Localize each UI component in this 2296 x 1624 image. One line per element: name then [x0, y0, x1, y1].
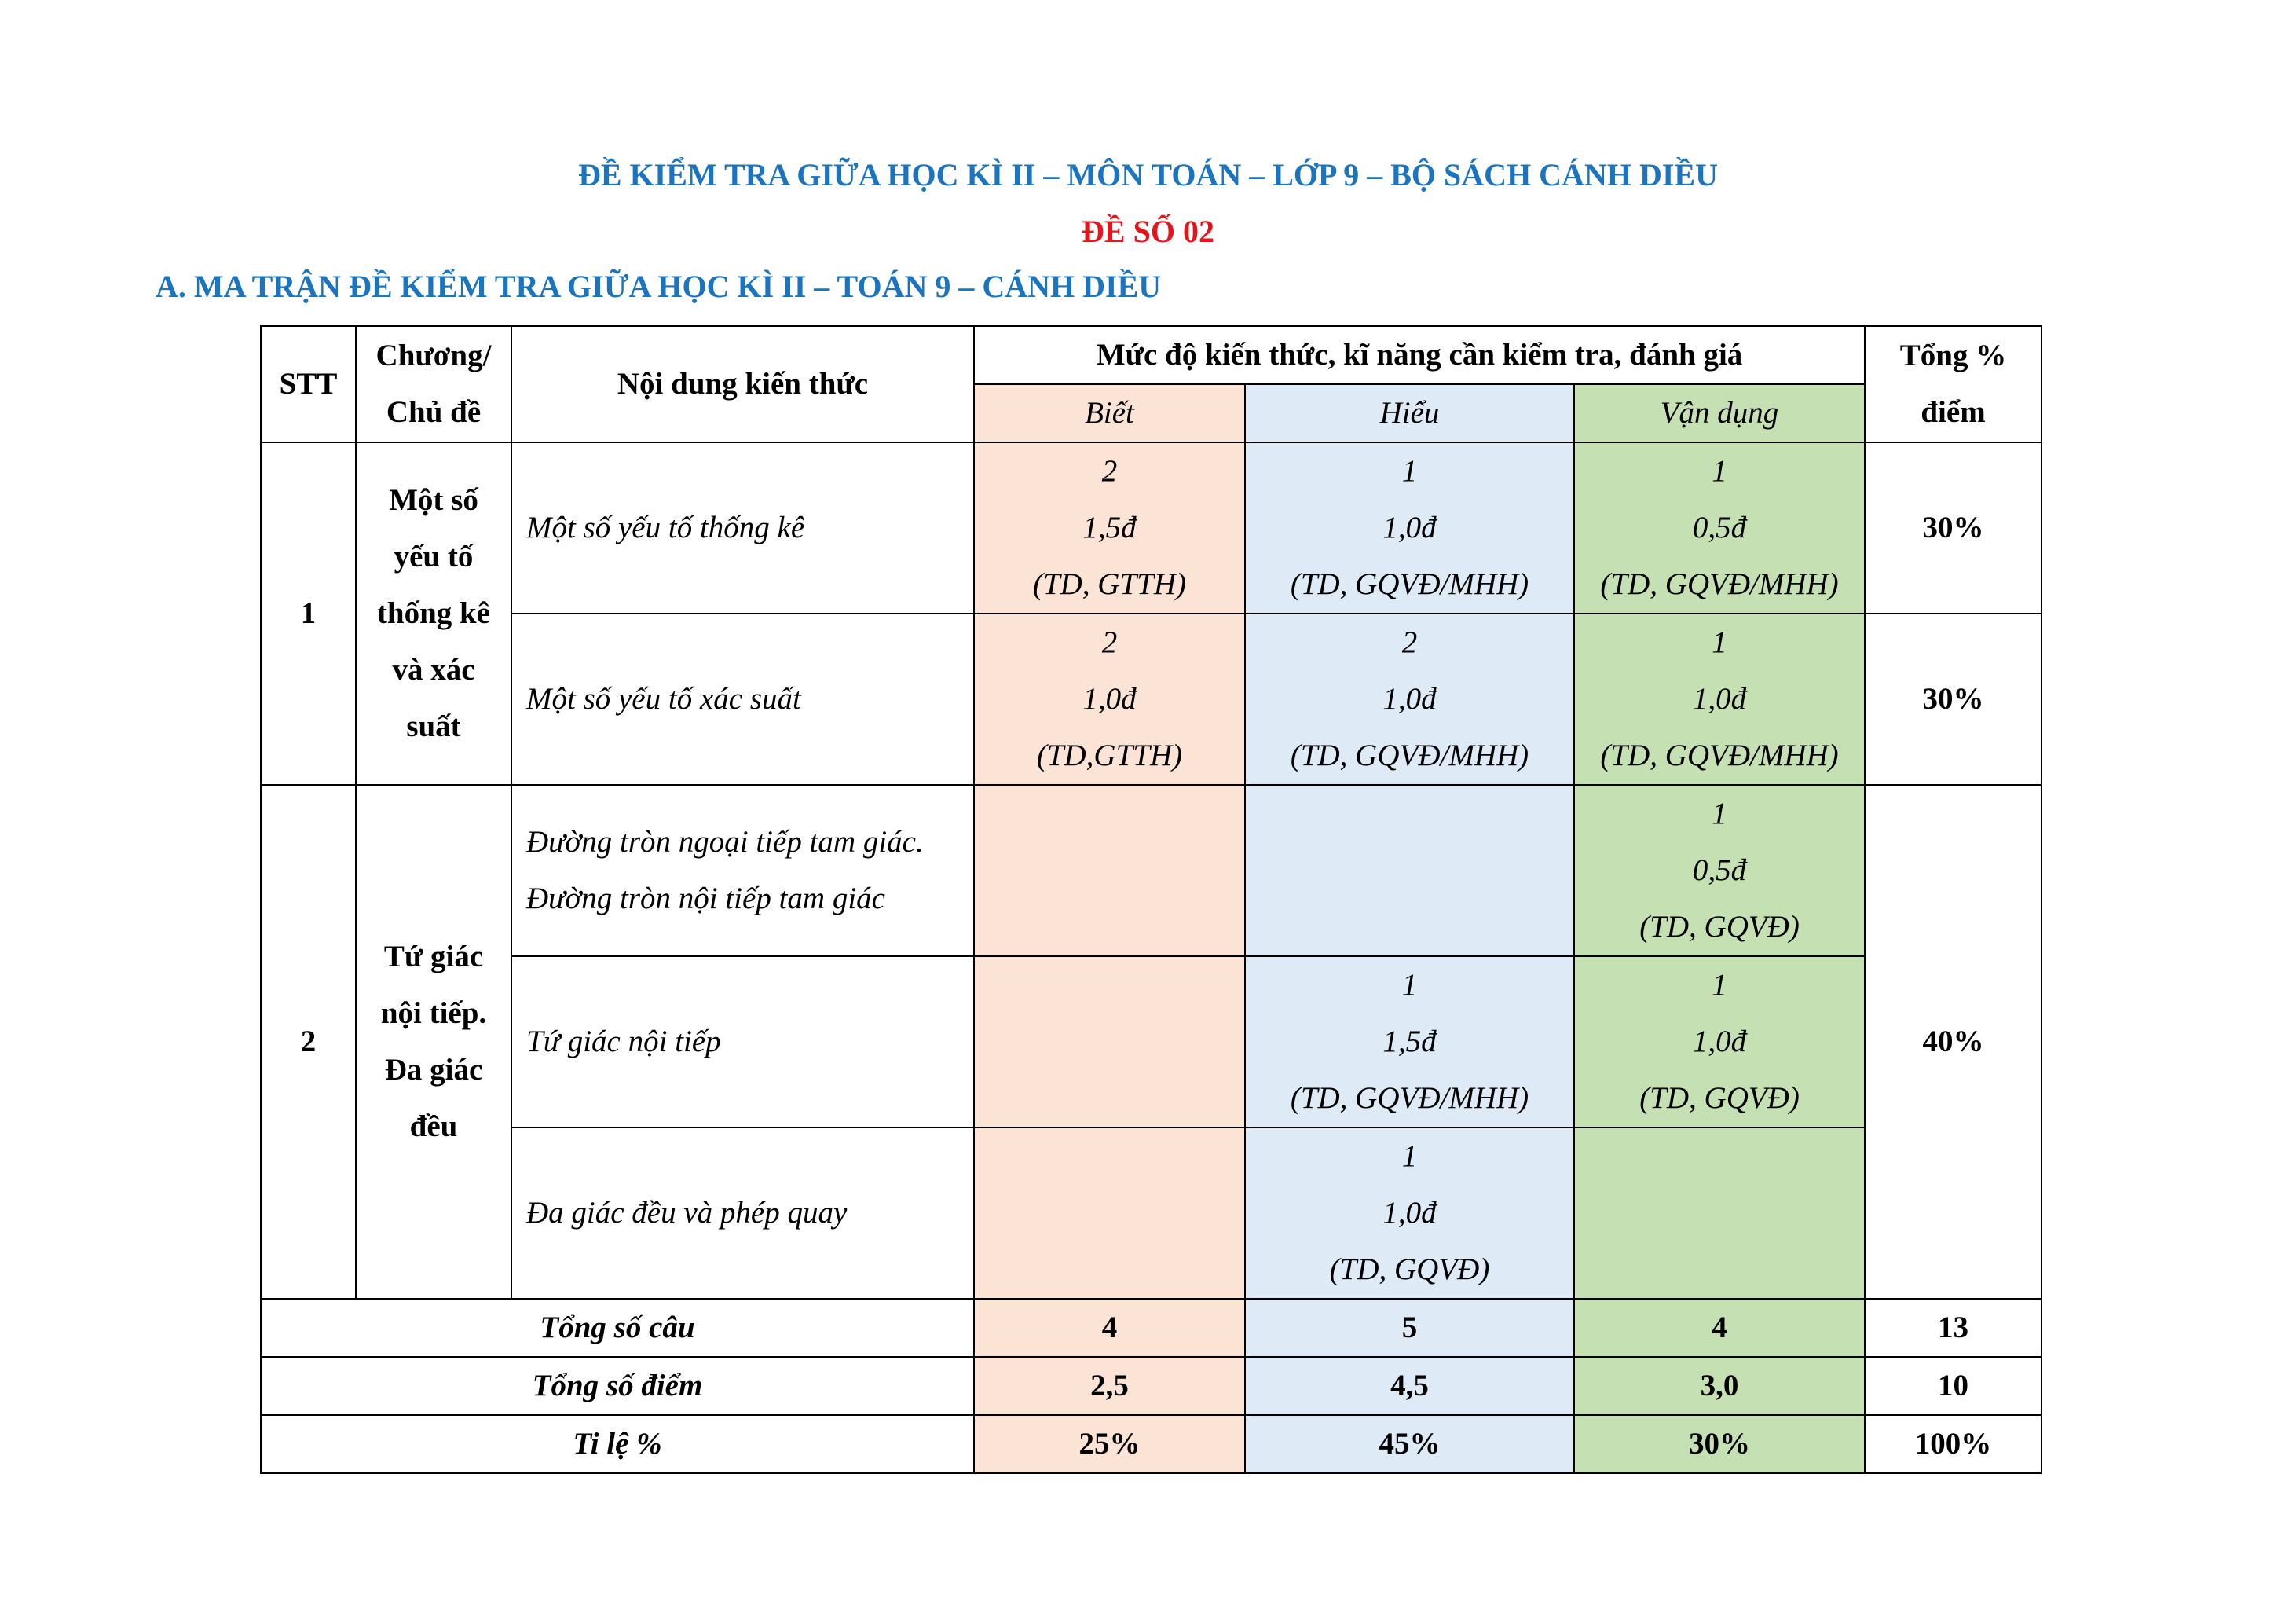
level-cell-van-dung: [1574, 956, 1865, 1127]
header-hieu: Hiểu: [1245, 384, 1574, 442]
level-hieu-line: 1: [1401, 454, 1418, 488]
level-biet-line: 1,0đ: [1082, 682, 1137, 716]
chapter-name-line: yếu tố: [394, 540, 474, 574]
level-hieu-line: 1: [1401, 968, 1418, 1002]
chapter-name-line: suất: [406, 709, 461, 743]
header-stt: STT: [261, 326, 356, 442]
chapter-name-line: và xác: [392, 653, 475, 687]
topic-content: [511, 956, 974, 1127]
level-biet-line: 1,5đ: [1082, 511, 1137, 544]
summary-label: Tổng số câu: [261, 1299, 974, 1357]
summary-row: [261, 1299, 2041, 1357]
level-van-dung-line: 0,5đ: [1692, 511, 1747, 544]
summary-biet: 25%: [974, 1415, 1245, 1473]
matrix-body: [261, 442, 2041, 1299]
exam-number: ĐỀ SỐ 02: [1082, 214, 1214, 249]
summary-hieu: 5: [1245, 1299, 1574, 1357]
assessment-matrix-table: [260, 325, 2042, 1474]
chapter-name-line: thống kê: [376, 596, 491, 630]
chapter-name-line: nội tiếp.: [380, 996, 487, 1030]
topic-row: [261, 785, 2041, 956]
header-total: [1865, 326, 2041, 442]
chapter-name: [356, 785, 511, 1299]
level-cell-van-dung: [1574, 785, 1865, 956]
level-van-dung-line: 1: [1712, 454, 1727, 488]
summary-label: Tổng số điểm: [261, 1357, 974, 1415]
summary-hieu: 4,5: [1245, 1357, 1574, 1415]
level-hieu-line: (TD, GQVĐ/MHH): [1290, 567, 1529, 601]
topic-percent: 30%: [1865, 442, 2041, 614]
level-van-dung-line: 1: [1712, 797, 1727, 830]
summary-van-dung: 3,0: [1574, 1357, 1865, 1415]
summary-total: 13: [1865, 1299, 2041, 1357]
level-van-dung-line: 0,5đ: [1692, 853, 1747, 887]
header-total-line2: điểm: [1921, 395, 1986, 429]
chapter-name-line: Một số: [389, 483, 478, 517]
topic-content-line: Đa giác đều và phép quay: [526, 1196, 848, 1230]
header-levels: Mức độ kiến thức, kĩ năng cần kiểm tra, đánh giá: [974, 326, 1865, 384]
chapter-name: [356, 442, 511, 785]
level-cell-biet: [974, 614, 1245, 785]
level-hieu-line: (TD, GQVĐ/MHH): [1290, 1081, 1529, 1115]
summary-van-dung: 30%: [1574, 1415, 1865, 1473]
topic-content-line: Tứ giác nội tiếp: [526, 1025, 721, 1058]
level-van-dung-line: 1,0đ: [1692, 682, 1747, 716]
level-biet-line: 2: [1101, 625, 1118, 659]
header-biet: Biết: [974, 384, 1245, 442]
level-van-dung-line: 1,0đ: [1692, 1025, 1747, 1058]
level-van-dung-line: (TD, GQVĐ): [1639, 910, 1800, 944]
summary-label: Ti lệ %: [261, 1415, 974, 1473]
level-hieu-line: (TD, GQVĐ): [1329, 1252, 1490, 1286]
level-van-dung-line: (TD, GQVĐ): [1639, 1081, 1800, 1115]
chapter-stt: 2: [261, 785, 356, 1299]
level-cell-hieu: [1245, 785, 1574, 956]
topic-content: [511, 614, 974, 785]
summary-row: [261, 1357, 2041, 1415]
topic-row: [261, 442, 2041, 614]
level-hieu-line: 1: [1401, 1139, 1418, 1173]
header-total-line1: Tổng %: [1899, 339, 2007, 372]
level-hieu-line: 2: [1401, 625, 1418, 659]
topic-content-line: Đường tròn ngoại tiếp tam giác.: [526, 825, 924, 859]
topic-content: [511, 442, 974, 614]
header-chapter: [356, 326, 511, 442]
level-hieu-line: 1,0đ: [1382, 511, 1437, 544]
level-cell-van-dung: [1574, 1127, 1865, 1299]
chapter-name-line: Đa giác: [384, 1053, 483, 1087]
chapter-name-line: Tứ giác: [383, 940, 484, 973]
level-hieu-line: 1,5đ: [1382, 1025, 1437, 1058]
summary-biet: 2,5: [974, 1357, 1245, 1415]
document-title: ĐỀ KIỂM TRA GIỮA HỌC KÌ II – MÔN TOÁN – LỚP 9 – BỘ SÁCH CÁNH DIỀU: [578, 157, 1718, 192]
header-chapter-line1: Chương/: [375, 339, 492, 372]
level-cell-hieu: [1245, 614, 1574, 785]
level-cell-van-dung: [1574, 614, 1865, 785]
level-cell-hieu: [1245, 1127, 1574, 1299]
level-cell-biet: [974, 1127, 1245, 1299]
header-van-dung: Vận dụng: [1574, 384, 1865, 442]
topic-content-line: Đường tròn nội tiếp tam giác: [526, 882, 885, 915]
level-cell-van-dung: [1574, 442, 1865, 614]
level-hieu-line: (TD, GQVĐ/MHH): [1290, 739, 1529, 772]
level-cell-biet: [974, 442, 1245, 614]
level-cell-hieu: [1245, 956, 1574, 1127]
topic-content-line: Một số yếu tố thống kê: [526, 511, 805, 544]
summary-biet: 4: [974, 1299, 1245, 1357]
level-cell-hieu: [1245, 442, 1574, 614]
topic-row: [261, 1127, 2041, 1299]
topic-percent: 30%: [1865, 614, 2041, 785]
header-content: Nội dung kiến thức: [511, 326, 974, 442]
level-cell-biet: [974, 785, 1245, 956]
summary-total: 100%: [1865, 1415, 2041, 1473]
summary-van-dung: 4: [1574, 1299, 1865, 1357]
topic-content-line: Một số yếu tố xác suất: [526, 682, 801, 716]
level-biet-line: (TD,GTTH): [1036, 739, 1183, 772]
level-van-dung-line: 1: [1712, 968, 1727, 1002]
chapter-name-line: đều: [409, 1109, 458, 1143]
level-van-dung-line: (TD, GQVĐ/MHH): [1600, 739, 1839, 772]
header-chapter-line2: Chủ đề: [386, 395, 482, 429]
matrix-summary: [261, 1299, 2041, 1473]
topic-row: [261, 956, 2041, 1127]
topic-content: [511, 785, 974, 956]
topic-row: [261, 614, 2041, 785]
chapter-percent: 40%: [1865, 785, 2041, 1299]
section-heading: A. MA TRẬN ĐỀ KIỂM TRA GIỮA HỌC KÌ II – TOÁN 9 – CÁNH DIỀU: [156, 269, 1162, 304]
level-hieu-line: 1,0đ: [1382, 682, 1437, 716]
summary-row: [261, 1415, 2041, 1473]
level-van-dung-line: (TD, GQVĐ/MHH): [1600, 567, 1839, 601]
summary-total: 10: [1865, 1357, 2041, 1415]
level-biet-line: 2: [1101, 454, 1118, 488]
topic-content: [511, 1127, 974, 1299]
level-van-dung-line: 1: [1712, 625, 1727, 659]
summary-hieu: 45%: [1245, 1415, 1574, 1473]
chapter-stt: 1: [261, 442, 356, 785]
header-row-1: [261, 326, 2041, 384]
level-cell-biet: [974, 956, 1245, 1127]
level-hieu-line: 1,0đ: [1382, 1196, 1437, 1230]
level-biet-line: (TD, GTTH): [1032, 567, 1187, 601]
